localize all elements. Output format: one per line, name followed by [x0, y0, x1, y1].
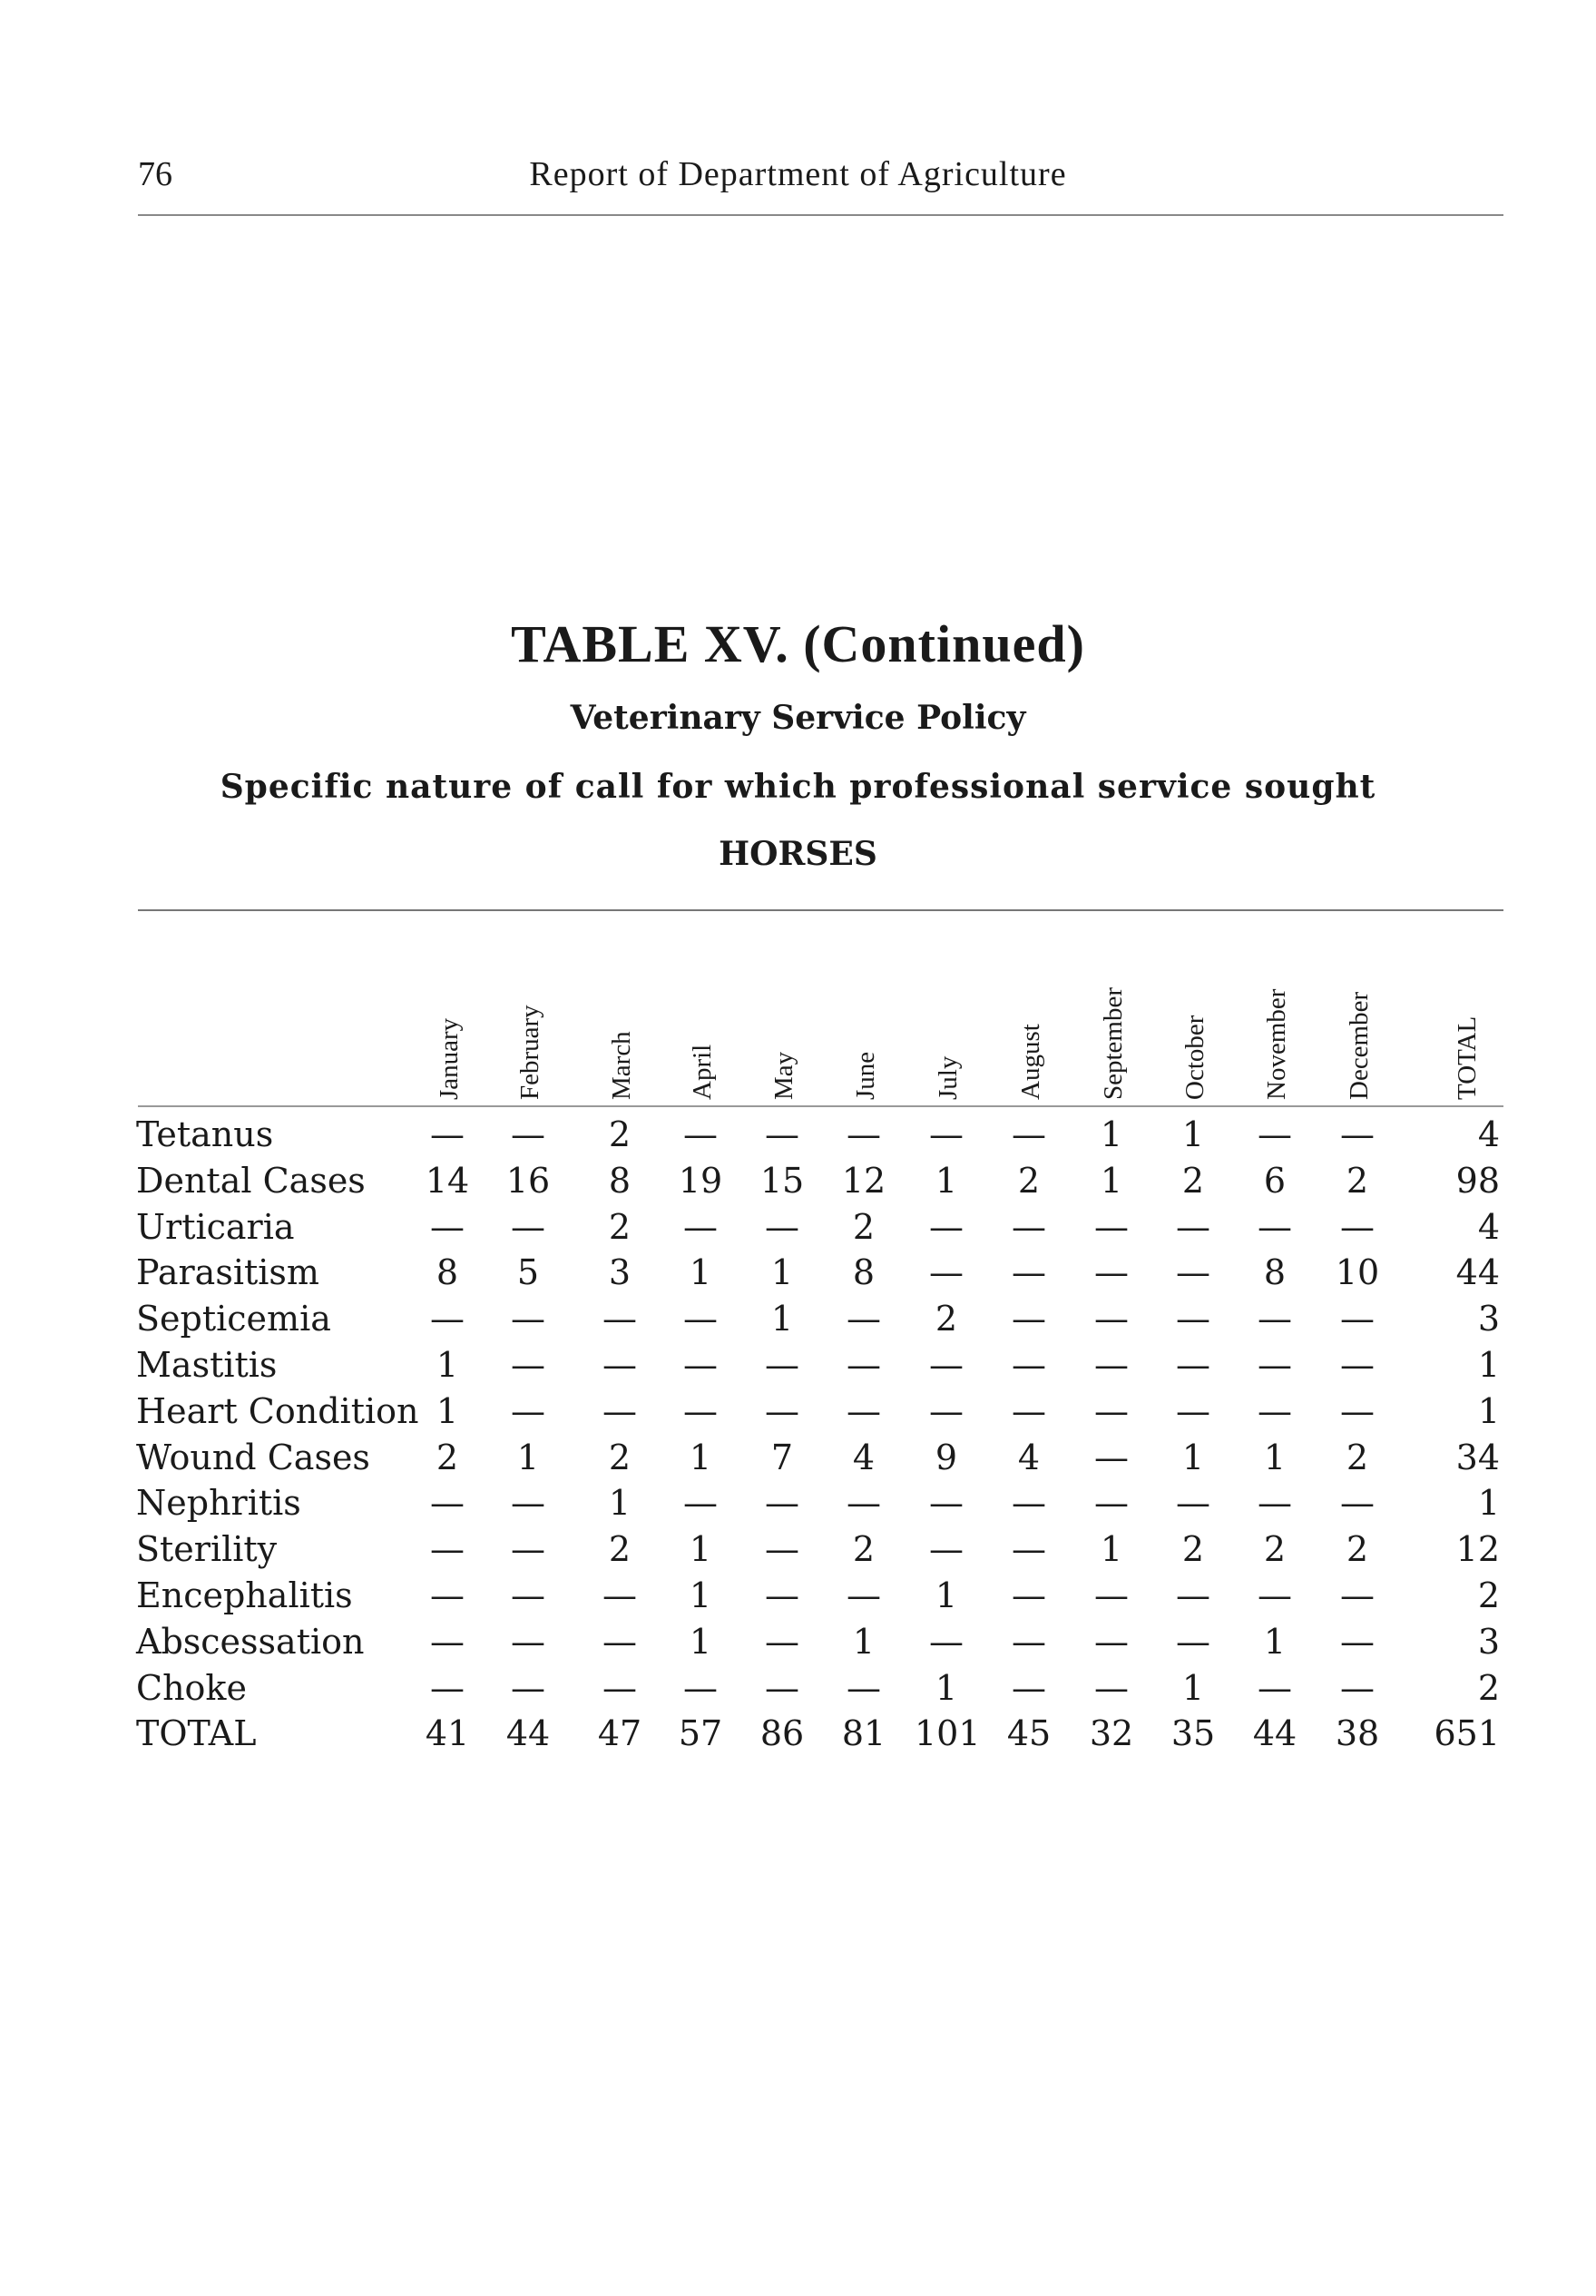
- row-label: Wound Cases: [136, 1437, 370, 1477]
- table-cell: 14: [425, 1160, 470, 1201]
- table-cell: —: [430, 1206, 465, 1247]
- table-cell: 2: [1017, 1160, 1041, 1201]
- table-cell: —: [1094, 1299, 1129, 1339]
- table-cell: 2: [1346, 1160, 1369, 1201]
- row-label: Nephritis: [136, 1483, 301, 1524]
- table-row: [0, 1391, 1596, 1437]
- table-cell: —: [929, 1621, 964, 1662]
- row-total-cell: 12: [1455, 1529, 1500, 1570]
- table-cell: 1: [1181, 1437, 1205, 1477]
- table-description: Specific nature of call for which professional service sought: [220, 768, 1376, 806]
- table-cell: —: [1258, 1575, 1292, 1615]
- table-cell: 12: [841, 1160, 886, 1201]
- table-cell: 44: [1252, 1713, 1297, 1754]
- table-title: TABLE XV. (Continued): [511, 614, 1085, 673]
- column-header-february: February: [515, 1005, 544, 1100]
- table-cell: —: [683, 1390, 718, 1431]
- table-cell: 10: [1335, 1252, 1380, 1293]
- row-label: Encephalitis: [136, 1575, 353, 1615]
- table-top-divider: [138, 909, 1503, 911]
- table-cell: 81: [841, 1713, 886, 1754]
- table-cell: —: [765, 1621, 799, 1662]
- table-cell: —: [1340, 1483, 1375, 1524]
- table-cell: 2: [935, 1299, 958, 1339]
- table-cell: —: [1012, 1299, 1046, 1339]
- column-header-july: July: [934, 1055, 963, 1100]
- table-cell: —: [1176, 1206, 1210, 1247]
- table-cell: —: [1012, 1529, 1046, 1570]
- row-label: Parasitism: [136, 1252, 319, 1293]
- table-cell: —: [511, 1114, 545, 1154]
- table-cell: 101: [915, 1713, 981, 1754]
- column-header-january: January: [435, 1017, 464, 1100]
- table-cell: —: [1340, 1345, 1375, 1385]
- column-header-august: August: [1016, 1024, 1045, 1100]
- table-cell: —: [1094, 1345, 1129, 1385]
- table-cell: —: [683, 1114, 718, 1154]
- table-cell: —: [430, 1114, 465, 1154]
- table-cell: 1: [1263, 1437, 1287, 1477]
- table-cell: —: [602, 1667, 637, 1708]
- table-cell: 2: [1346, 1529, 1369, 1570]
- table-cell: 8: [852, 1252, 876, 1293]
- table-cell: —: [929, 1252, 964, 1293]
- table-cell: —: [602, 1390, 637, 1431]
- table-subtitle: Veterinary Service Policy: [570, 699, 1026, 737]
- table-cell: 32: [1089, 1713, 1134, 1754]
- row-label: Heart Condition: [136, 1390, 419, 1431]
- table-cell: —: [847, 1390, 881, 1431]
- table-cell: —: [511, 1575, 545, 1615]
- table-cell: 2: [1181, 1529, 1205, 1570]
- row-total-cell: 2: [1477, 1667, 1500, 1708]
- table-cell: —: [765, 1206, 799, 1247]
- table-cell: —: [1012, 1667, 1046, 1708]
- table-cell: —: [847, 1667, 881, 1708]
- table-cell: —: [1258, 1483, 1292, 1524]
- row-label: Sterility: [136, 1529, 278, 1570]
- table-cell: 1: [770, 1252, 794, 1293]
- table-cell: 8: [436, 1252, 459, 1293]
- row-label: Tetanus: [136, 1114, 274, 1154]
- table-row: [0, 1668, 1596, 1713]
- table-cell: —: [1012, 1621, 1046, 1662]
- table-cell: 1: [436, 1345, 459, 1385]
- column-header-october: October: [1180, 1015, 1209, 1100]
- table-cell: 4: [852, 1437, 876, 1477]
- table-cell: —: [602, 1345, 637, 1385]
- row-total-cell: 3: [1477, 1621, 1500, 1662]
- table-cell: —: [1094, 1621, 1129, 1662]
- table-cell: —: [683, 1667, 718, 1708]
- table-cell: —: [765, 1575, 799, 1615]
- table-cell: 3: [608, 1252, 632, 1293]
- table-cell: —: [929, 1114, 964, 1154]
- table-cell: —: [1258, 1390, 1292, 1431]
- row-total-cell: 1: [1477, 1345, 1500, 1385]
- table-cell: 44: [505, 1713, 551, 1754]
- table-cell: 57: [678, 1713, 723, 1754]
- table-cell: 1: [1181, 1667, 1205, 1708]
- table-cell: —: [602, 1575, 637, 1615]
- table-cell: —: [765, 1114, 799, 1154]
- table-cell: —: [1258, 1345, 1292, 1385]
- row-label: Dental Cases: [136, 1160, 366, 1201]
- row-label: Septicemia: [136, 1299, 331, 1339]
- table-cell: 2: [608, 1114, 632, 1154]
- running-head: Report of Department of Agriculture: [529, 155, 1067, 193]
- table-row: [0, 1575, 1596, 1621]
- table-cell: —: [929, 1483, 964, 1524]
- table-cell: —: [1340, 1390, 1375, 1431]
- table-cell: —: [1094, 1575, 1129, 1615]
- table-cell: 2: [608, 1529, 632, 1570]
- table-cell: —: [511, 1667, 545, 1708]
- table-cell: —: [1340, 1621, 1375, 1662]
- table-cell: —: [683, 1299, 718, 1339]
- table-cell: —: [1340, 1575, 1375, 1615]
- table-cell: —: [1094, 1390, 1129, 1431]
- table-cell: 45: [1006, 1713, 1052, 1754]
- table-cell: 9: [935, 1437, 958, 1477]
- table-cell: 2: [1181, 1160, 1205, 1201]
- table-cell: 2: [852, 1529, 876, 1570]
- table-cell: 1: [608, 1483, 632, 1524]
- table-cell: —: [1012, 1345, 1046, 1385]
- table-cell: 1: [689, 1575, 712, 1615]
- table-cell: 1: [689, 1621, 712, 1662]
- table-cell: —: [1340, 1667, 1375, 1708]
- table-cell: —: [511, 1299, 545, 1339]
- table-row: [0, 1345, 1596, 1390]
- table-cell: —: [847, 1345, 881, 1385]
- table-cell: —: [683, 1483, 718, 1524]
- table-cell: 2: [608, 1437, 632, 1477]
- table-section: HORSES: [719, 835, 877, 873]
- column-header-april: April: [688, 1044, 717, 1100]
- table-cell: —: [1176, 1299, 1210, 1339]
- table-cell: 1: [935, 1160, 958, 1201]
- table-cell: —: [1176, 1621, 1210, 1662]
- table-cell: 38: [1335, 1713, 1380, 1754]
- table-cell: 1: [436, 1390, 459, 1431]
- table-cell: 1: [516, 1437, 540, 1477]
- row-total-cell: 1: [1477, 1390, 1500, 1431]
- table-cell: —: [1340, 1114, 1375, 1154]
- row-label: Mastitis: [136, 1345, 278, 1385]
- table-cell: —: [430, 1529, 465, 1570]
- table-cell: 2: [436, 1437, 459, 1477]
- table-cell: 15: [759, 1160, 805, 1201]
- table-cell: —: [765, 1345, 799, 1385]
- table-cell: —: [1258, 1299, 1292, 1339]
- table-cell: 41: [425, 1713, 470, 1754]
- table-cell: —: [1340, 1299, 1375, 1339]
- table-cell: —: [1094, 1206, 1129, 1247]
- table-cell: —: [765, 1483, 799, 1524]
- table-cell: —: [1012, 1483, 1046, 1524]
- row-total-cell: 651: [1434, 1713, 1500, 1754]
- table-cell: —: [847, 1114, 881, 1154]
- table-cell: —: [511, 1390, 545, 1431]
- table-cell: —: [430, 1667, 465, 1708]
- row-label: TOTAL: [136, 1713, 257, 1754]
- table-cell: —: [683, 1345, 718, 1385]
- table-cell: —: [1012, 1575, 1046, 1615]
- row-label: Urticaria: [136, 1206, 295, 1247]
- table-row: [0, 1161, 1596, 1206]
- row-total-cell: 2: [1477, 1575, 1500, 1615]
- row-total-cell: 4: [1477, 1206, 1500, 1247]
- table-cell: —: [929, 1390, 964, 1431]
- table-cell: —: [929, 1345, 964, 1385]
- table-cell: 7: [770, 1437, 794, 1477]
- row-total-cell: 3: [1477, 1299, 1500, 1339]
- column-header-november: November: [1262, 988, 1291, 1100]
- table-row: [0, 1299, 1596, 1344]
- column-header-december: December: [1345, 991, 1374, 1100]
- table-cell: —: [847, 1483, 881, 1524]
- row-total-cell: 4: [1477, 1114, 1500, 1154]
- table-cell: —: [430, 1299, 465, 1339]
- table-cell: 86: [759, 1713, 805, 1754]
- row-total-cell: 1: [1477, 1483, 1500, 1524]
- row-total-cell: 44: [1455, 1252, 1500, 1293]
- table-cell: —: [1012, 1390, 1046, 1431]
- table-cell: 2: [1346, 1437, 1369, 1477]
- table-cell: —: [1176, 1390, 1210, 1431]
- table-cell: —: [602, 1299, 637, 1339]
- table-cell: 1: [689, 1437, 712, 1477]
- table-cell: 19: [678, 1160, 723, 1201]
- table-cell: —: [1094, 1252, 1129, 1293]
- table-cell: —: [765, 1667, 799, 1708]
- header-divider: [138, 214, 1503, 216]
- table-row: [0, 1114, 1596, 1160]
- table-cell: —: [511, 1529, 545, 1570]
- table-cell: —: [511, 1621, 545, 1662]
- table-cell: —: [765, 1529, 799, 1570]
- table-cell: 1: [935, 1667, 958, 1708]
- table-row: [0, 1437, 1596, 1483]
- table-cell: 1: [689, 1529, 712, 1570]
- table-row: [0, 1483, 1596, 1528]
- table-cell: 2: [852, 1206, 876, 1247]
- column-header-total: TOTAL: [1453, 1016, 1482, 1100]
- table-cell: —: [929, 1206, 964, 1247]
- page-number: 76: [138, 155, 172, 193]
- table-cell: 1: [1100, 1529, 1123, 1570]
- table-cell: —: [847, 1575, 881, 1615]
- table-cell: 1: [852, 1621, 876, 1662]
- table-cell: 1: [1100, 1160, 1123, 1201]
- column-header-may: May: [769, 1051, 798, 1100]
- table-cell: 1: [935, 1575, 958, 1615]
- table-cell: 5: [516, 1252, 540, 1293]
- table-cell: —: [430, 1575, 465, 1615]
- table-cell: —: [430, 1621, 465, 1662]
- table-cell: —: [847, 1299, 881, 1339]
- table-cell: —: [683, 1206, 718, 1247]
- table-cell: —: [1176, 1575, 1210, 1615]
- table-cell: —: [1176, 1345, 1210, 1385]
- table-cell: —: [511, 1206, 545, 1247]
- table-cell: —: [1012, 1114, 1046, 1154]
- column-header-march: March: [607, 1031, 636, 1100]
- row-label: Choke: [136, 1667, 247, 1708]
- table-cell: —: [765, 1390, 799, 1431]
- table-cell: —: [430, 1483, 465, 1524]
- table-cell: —: [511, 1345, 545, 1385]
- table-cell: 2: [1263, 1529, 1287, 1570]
- table-row: [0, 1622, 1596, 1667]
- table-cell: —: [1176, 1483, 1210, 1524]
- table-cell: 1: [689, 1252, 712, 1293]
- table-cell: —: [1094, 1667, 1129, 1708]
- column-headers: [0, 918, 1596, 1100]
- table-cell: 16: [505, 1160, 551, 1201]
- row-total-cell: 34: [1455, 1437, 1500, 1477]
- row-total-cell: 98: [1455, 1160, 1500, 1201]
- table-cell: —: [1094, 1483, 1129, 1524]
- table-row: [0, 1529, 1596, 1575]
- table-cell: 1: [1263, 1621, 1287, 1662]
- table-cell: —: [1012, 1252, 1046, 1293]
- table-cell: —: [1340, 1206, 1375, 1247]
- table-cell: —: [1258, 1206, 1292, 1247]
- table-cell: 8: [1263, 1252, 1287, 1293]
- table-cell: —: [1258, 1114, 1292, 1154]
- table-cell: 6: [1263, 1160, 1287, 1201]
- column-header-june: June: [851, 1051, 880, 1100]
- table-cell: 1: [770, 1299, 794, 1339]
- table-cell: 8: [608, 1160, 632, 1201]
- table-cell: 1: [1181, 1114, 1205, 1154]
- table-cell: 1: [1100, 1114, 1123, 1154]
- table-row: [0, 1207, 1596, 1252]
- table-cell: —: [1094, 1437, 1129, 1477]
- table-row: [0, 1713, 1596, 1759]
- table-cell: —: [602, 1621, 637, 1662]
- table-cell: 2: [608, 1206, 632, 1247]
- table-cell: 35: [1170, 1713, 1216, 1754]
- table-cell: —: [1258, 1667, 1292, 1708]
- table-cell: 4: [1017, 1437, 1041, 1477]
- table-cell: —: [511, 1483, 545, 1524]
- row-label: Abscessation: [136, 1621, 365, 1662]
- table-cell: —: [1176, 1252, 1210, 1293]
- table-cell: —: [1012, 1206, 1046, 1247]
- column-header-september: September: [1099, 986, 1128, 1100]
- table-cell: —: [929, 1529, 964, 1570]
- table-cell: 47: [597, 1713, 642, 1754]
- header-bottom-divider: [138, 1105, 1503, 1107]
- table-row: [0, 1252, 1596, 1298]
